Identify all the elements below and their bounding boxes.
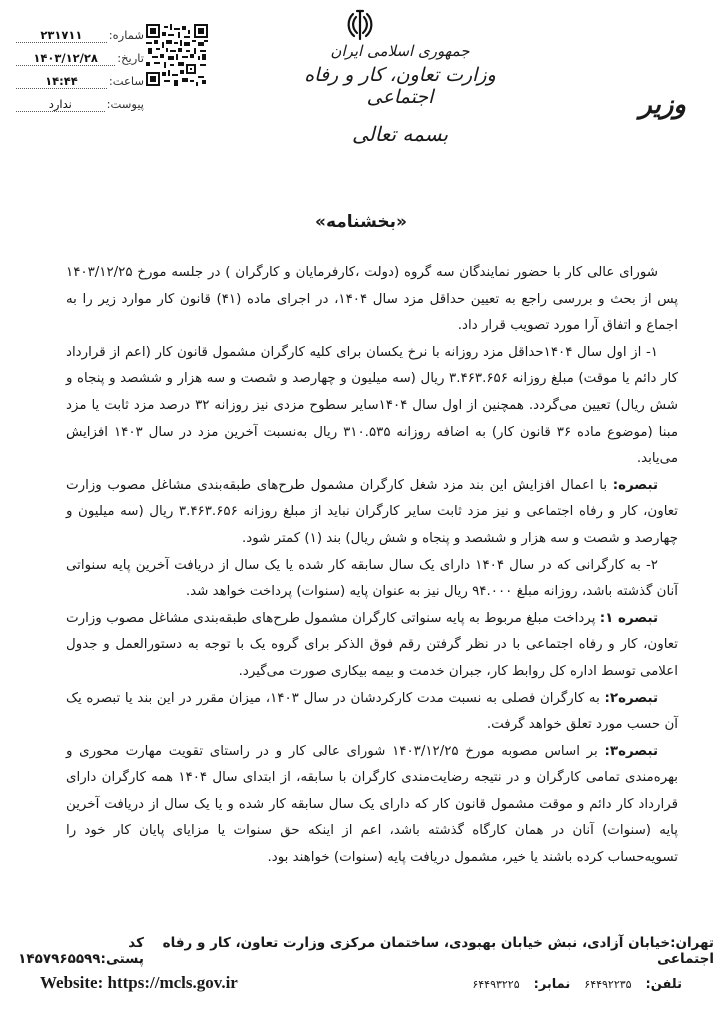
- item-1-paragraph: ۱- از اول سال ۱۴۰۴حداقل مزد روزانه با نرخ یکسان برای کلیه کارگران مشمول قانون کار (اعم از قرارداد کار دائم یا موقت) مبلغ روزانه ۳.۴۶۳.۶۵۶ ریال (سه میلیون و چهارصد و شصت و سه هزار و ششصد و پنجاه و شش ریال) تعیین می‌گردد. همچنین از اول سال ۱۴۰۴سایر سطوح مزدی نیز روزانه ۳۲ درصد مزد ثابت یا مزد مبنا (موضوع ماده ۳۶ قانون کار) به اضافه روزانه ۳۱۰.۵۳۵ ریال به‌نسبت آخرین مزد در سال ۱۴۰۳ افزایش می‌یابد.: [66, 344, 679, 467]
- website-link[interactable]: Website: https://mcls.gov.ir: [40, 973, 238, 992]
- note-3-label: تبصره۲:: [604, 690, 659, 706]
- signatory-title: وزیر: [639, 90, 686, 120]
- meta-attachment-row: [14, 97, 144, 120]
- item-2-paragraph: ۲- به کارگرانی که در سال ۱۴۰۴ دارای یک سال سابقه کار شده یا یک سال از دریافت آخرین پایه سنواتی آنان گذشته باشد، روزانه مبلغ ۹۴.۰۰۰ ریال نیز به عنوان پایه (سنوات) پرداخت خواهد شد.: [66, 557, 678, 600]
- republic-name: جمهوری اسلامی ایران: [330, 42, 470, 60]
- circular-body: [66, 260, 678, 872]
- footer-phones: [472, 977, 682, 992]
- meta-time-value: ۱۴:۴۴: [45, 74, 78, 88]
- note-2-label: تبصره ۱:: [599, 610, 658, 626]
- intro-paragraph: شورای عالی کار با حضور نمایندگان سه گروه (دولت ،کارفرمایان و کارگران ) در جلسه مورخ ۱۴۰۳/۱۲/۲۵ پس از بحث و بررسی راجع به تعیین حداقل مزد سال ۱۴۰۴، در اجرای ماده (۴۱) قانون کار موارد زیر را به اجماع و اتفاق آرا مورد تصویب قرار داد.: [66, 265, 679, 334]
- fax-number: ۶۴۴۹۳۲۲۵: [472, 978, 520, 991]
- letterhead: [280, 40, 520, 146]
- iran-emblem-icon: [345, 8, 375, 42]
- ministry-name: وزارت تعاون، کار و رفاه اجتماعی: [304, 64, 496, 108]
- letter-meta: [14, 28, 144, 120]
- meta-time-label: ساعت:: [108, 74, 144, 88]
- fax-label: نمابر:: [533, 977, 571, 992]
- meta-date-label: تاریخ:: [117, 51, 144, 65]
- postal-code: ۱۴۵۷۹۶۵۵۹۹: [18, 951, 101, 967]
- note-3-text: به کارگران فصلی به نسبت مدت کارکردشان در سال ۱۴۰۳، میزان مقرر در این بند یا تبصره یک آن حسب مورد تعلق خواهد گرفت.: [66, 690, 678, 733]
- meta-attachment-label: پیوست:: [106, 97, 144, 111]
- meta-number-label: شماره:: [108, 28, 144, 42]
- meta-time-row: [14, 74, 144, 97]
- meta-attachment-value: ندارد: [48, 97, 72, 111]
- note-4-text: بر اساس مصوبه مورخ ۱۴۰۳/۱۲/۲۵ شورای عالی کار و در راستای تقویت مهارت محوری و بهره‌مندی تمامی کارگران و در نتیجه رضایت‌مندی کارگران با سابقه، از ابتدای سال ۱۴۰۴ همه کارگران دارای قرارداد کار دائم و موقت مشمول قانون کار که دارای یک سال سابقه کار شده و یا یک سال از دریافت آخرین پایه (سنوات) آنان در همان کارگاه گذشته باشد، اعم از اینکه حق سنوات یا مزایای پایان کار خود را تسویه‌حساب کرده باشند یا خیر، مشمول دریافت پایه (سنوات) خواهند بود.: [66, 743, 678, 866]
- meta-date-row: [14, 51, 144, 74]
- footer-contact-row: [40, 973, 682, 993]
- note-1-paragraph: [66, 473, 678, 553]
- note-4-label: تبصره۳:: [604, 743, 658, 759]
- footer-postal: [8, 935, 144, 967]
- footer-address: تهران:خیابان آزادی، نبش خیابان بهبودی، ساختمان مرکزی وزارت تعاون، کار و رفاه اجتماعی: [162, 935, 714, 967]
- document-title: «بخشنامه»: [314, 212, 408, 232]
- note-3-paragraph: [66, 686, 678, 739]
- meta-number-value: ۲۳۱۷۱۱: [40, 28, 83, 42]
- meta-number-row: [14, 28, 144, 51]
- note-2-paragraph: [66, 606, 678, 686]
- note-1-label: تبصره:: [612, 477, 658, 493]
- meta-date-value: ۱۴۰۳/۱۲/۲۸: [33, 51, 98, 65]
- qr-code-icon: [146, 24, 208, 86]
- phone-label: تلفن:: [645, 977, 682, 992]
- postal-label: کد پستی:: [100, 935, 144, 967]
- note-2-text: پرداخت مبلغ مربوط به پایه سنواتی کارگران مشمول طرح‌های طبقه‌بندی مشاغل مصوب وزارت تعاون، کار و رفاه اجتماعی با در نظر گرفتن رقم فوق الذکر برای گروه یک با توجه به دستورالعمل و جدول اعلامی توسط اداره کل روابط کار، جبران خدمت و بیمه بیکاری صورت می‌گیرد.: [66, 610, 678, 679]
- note-4-paragraph: [66, 739, 678, 872]
- footer-address-row: [8, 935, 714, 967]
- phone-number: ۶۴۴۹۲۲۳۵: [584, 978, 632, 991]
- note-1-text: با اعمال افزایش این بند مزد شغل کارگران مشمول طرح‌های طبقه‌بندی مشاغل مصوب وزارت تعاون، کار و رفاه اجتماعی و نیز مزد ثابت سایر کارگران نباید از مبلغ روزانه ۳.۴۶۳.۶۵۶ ریال (سه میلیون و چهارصد و شصت و سه هزار و ششصد و پنجاه و شش ریال) بند (۱) کمتر شود.: [66, 477, 678, 546]
- bismillah: بسمه تعالی: [351, 122, 449, 146]
